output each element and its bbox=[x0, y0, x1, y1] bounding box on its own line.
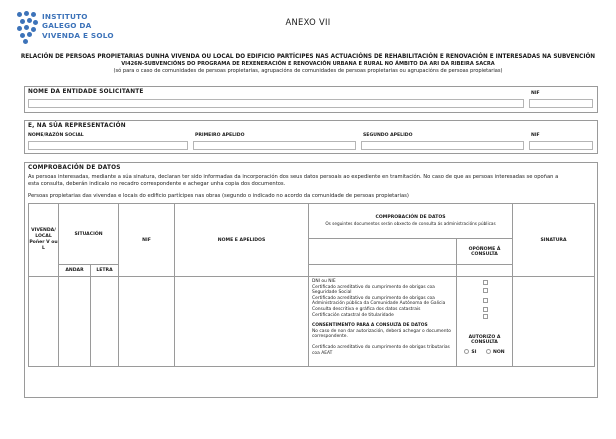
comprobacion-header bbox=[309, 204, 513, 239]
andar-header: ANDAR bbox=[59, 265, 91, 277]
vivenda-cell[interactable] bbox=[29, 277, 59, 367]
consent-doc: Certificado acreditativo do cumprimento de obrigas tributarias coa AEAT bbox=[312, 344, 450, 356]
vivenda-header: VIVENDA/ LOCAL Poñer V ou L bbox=[29, 204, 59, 277]
data-check-paragraph-3: Persoas propietarias das vivendas e locais do edificio partícipes nas obras (segundo o indicado no acordo da comunidade de persoas propietarias) bbox=[28, 193, 409, 199]
nome-cell[interactable] bbox=[175, 277, 309, 367]
consent-text: No caso de non dar autorización, deberá achegar o documento correspondente. bbox=[312, 328, 451, 340]
logo-line-2: GALEGO DA bbox=[42, 21, 92, 31]
representation-section bbox=[24, 120, 598, 154]
annex-title: ANEXO VII bbox=[285, 17, 331, 27]
autorizo-non-radio[interactable] bbox=[486, 349, 491, 354]
autorizo-options bbox=[457, 349, 512, 355]
document-subtitle: VI426N-SUBVENCIÓNS DO PROGRAMA DE REXENERACIÓN E RENOVACIÓN URBANA E RURAL NO ÁMBITO DA ARI DA RIBEIRA SACRA bbox=[121, 61, 495, 67]
comprobacion-header-sub: Os seguintes documentos serán obxecto de consulta ás administracións públicas bbox=[325, 221, 496, 226]
oponme-cell bbox=[457, 277, 513, 367]
oppose-dni-checkbox[interactable] bbox=[483, 280, 488, 285]
oponme-subheader-spacer bbox=[457, 265, 513, 277]
rep-nif-label: NIF bbox=[531, 133, 540, 138]
entity-section-title: NOME DA ENTIDADE SOLICITANTE bbox=[28, 89, 144, 95]
entity-name-field[interactable] bbox=[28, 99, 524, 108]
rep-nif-field[interactable] bbox=[529, 141, 593, 150]
letra-cell[interactable] bbox=[91, 277, 119, 367]
entity-nif-label: NIF bbox=[531, 91, 540, 96]
rep-first-surname-field[interactable] bbox=[193, 141, 356, 150]
doc-item: Certificado acreditativo do cumprimento de obrigas coa Seguridade Social bbox=[312, 284, 435, 296]
oppose-xunta-checkbox[interactable] bbox=[483, 298, 488, 303]
comprobacion-header-title: COMPROBACIÓN DE DATOS bbox=[375, 215, 446, 220]
documents-list bbox=[309, 277, 457, 367]
si-label: SI bbox=[471, 350, 477, 355]
doc-item: Consulta descritiva e gráfica dos datos catastrais bbox=[312, 306, 421, 312]
nif-cell[interactable] bbox=[119, 277, 175, 367]
autorizo-si-radio[interactable] bbox=[464, 349, 469, 354]
data-check-title: COMPROBACIÓN DE DATOS bbox=[28, 165, 121, 171]
doc-item: Certificado acreditativo do cumprimento de obrigas coa Administración pública da Comunidade Autónoma de Galicia bbox=[312, 295, 446, 307]
oponme-header: OPÓÑOME Á CONSULTA bbox=[457, 239, 513, 265]
docs-header-spacer bbox=[309, 239, 457, 265]
owners-table bbox=[28, 203, 595, 367]
autorizo-label: AUTORIZO A CONSULTA bbox=[468, 335, 501, 345]
oppose-catastro-checkbox[interactable] bbox=[483, 307, 488, 312]
logo-line-3: VIVENDA E SOLO bbox=[42, 30, 114, 40]
entity-nif-field[interactable] bbox=[529, 99, 593, 108]
oppose-titularidade-checkbox[interactable] bbox=[483, 314, 488, 319]
andar-cell[interactable] bbox=[59, 277, 91, 367]
second-surname-label: SEGUNDO APELIDO bbox=[363, 133, 413, 138]
sinatura-cell[interactable] bbox=[513, 277, 595, 367]
data-check-paragraph-1: As persoas interesadas, mediante a súa sinatura, declaran ter sido informadas da incorporación dos seus datos persoais ao expediente en tramitación. No caso de que as persoas interesadas se opoñan a bbox=[28, 174, 559, 180]
name-label: NOME/RAZÓN SOCIAL bbox=[28, 133, 84, 138]
document-note: (só para o caso de comunidades de persoas propietarias, agrupacións de comunidades de persoas propietarias ou agrupacións de persoas propietarias) bbox=[113, 68, 503, 74]
situacion-header: SITUACIÓN bbox=[59, 204, 119, 265]
docs-subheader-spacer bbox=[309, 265, 457, 277]
oppose-ss-checkbox[interactable] bbox=[483, 288, 488, 293]
doc-item: Certificación catastral de titularidade bbox=[312, 312, 394, 318]
rep-name-field[interactable] bbox=[28, 141, 188, 150]
rep-second-surname-field[interactable] bbox=[361, 141, 524, 150]
sinatura-header: SINATURA bbox=[513, 204, 595, 277]
doc-item: DNI ou NIE bbox=[312, 279, 336, 284]
data-check-paragraph-2: esta consulta, deberán indicalo no recadro correspondente e achegar unha copia dos documentos. bbox=[28, 181, 286, 187]
document-title: RELACIÓN DE PERSOAS PROPIETARIAS DUNHA VIVENDA OU LOCAL DO EDIFICIO PARTÍCIPES NAS ACTUACIÓNS DE REHABILITACIÓN E RENOVACIÓN E INTERESADAS NA SUBVENCIÓN bbox=[20, 54, 596, 60]
representation-section-title: E, NA SÚA REPRESENTACIÓN bbox=[28, 123, 126, 129]
logo-line-1: INSTITUTO bbox=[42, 12, 88, 21]
letra-header: LETRA bbox=[91, 265, 119, 277]
entity-section bbox=[24, 86, 598, 113]
data-check-section bbox=[24, 162, 598, 398]
consent-title: CONSENTIMENTO PARA A CONSULTA DE DATOS bbox=[312, 323, 428, 329]
nif-header: NIF bbox=[119, 204, 175, 277]
nome-header: NOME E APELIDOS bbox=[175, 204, 309, 277]
first-surname-label: PRIMEIRO APELIDO bbox=[195, 133, 245, 138]
non-label: NON bbox=[493, 350, 505, 355]
